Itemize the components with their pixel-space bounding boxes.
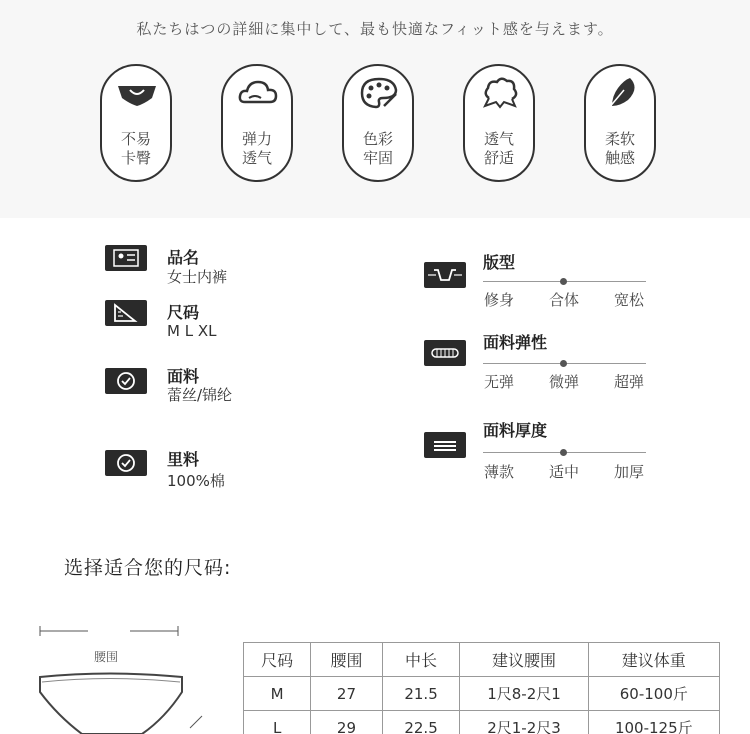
fit-icon	[424, 262, 466, 288]
table-cell: 100-125斤	[588, 711, 719, 734]
scale-fit-marker	[560, 278, 567, 285]
table-cell: 21.5	[382, 677, 460, 711]
table-header-cell: 中长	[382, 643, 460, 677]
table-header-cell: 腰围	[311, 643, 382, 677]
table-header-cell: 尺码	[244, 643, 311, 677]
table-cell: L	[244, 711, 311, 734]
feature-item	[100, 64, 172, 182]
size-section-heading: 选择适合您的尺码:	[64, 557, 232, 579]
scale-fit-label: 宽松	[613, 291, 644, 309]
scale-elastic-label: 无弹	[483, 373, 514, 391]
scale-elastic-marker	[560, 360, 567, 367]
feature-item	[221, 64, 293, 182]
table-header-cell: 建议腰围	[460, 643, 588, 677]
table-row	[244, 711, 720, 734]
size-table	[243, 642, 720, 734]
feature-label: 色彩 牢固	[362, 130, 393, 167]
spec-size-title: 尺码	[167, 303, 200, 322]
elastic-icon	[424, 340, 466, 366]
scale-fit-label: 合体	[548, 291, 579, 309]
scale-thickness-label: 适中	[548, 463, 579, 481]
spec-name-value: 女士内裤	[167, 268, 228, 286]
table-row	[244, 677, 720, 711]
table-cell: 29	[311, 711, 382, 734]
feature-item	[584, 64, 656, 182]
scale-elastic-title: 面料弹性	[483, 333, 548, 352]
feather-icon	[600, 76, 642, 110]
scale-thickness-marker	[560, 449, 567, 456]
table-cell: 22.5	[382, 711, 460, 734]
scale-fit-title: 版型	[483, 253, 516, 272]
lining-icon	[105, 450, 147, 476]
feature-label: 柔软 触感	[604, 130, 635, 167]
briefs-diagram	[30, 620, 220, 734]
feature-item	[342, 64, 414, 182]
scale-thickness-label: 加厚	[613, 463, 644, 481]
scale-elastic-label: 超弹	[613, 373, 644, 391]
feature-list	[100, 64, 660, 184]
ruler-triangle-icon	[105, 300, 147, 326]
table-header-row	[244, 643, 720, 677]
waist-label: 腰围	[94, 650, 119, 664]
briefs-icon	[116, 76, 158, 110]
palette-icon	[358, 76, 400, 110]
feature-label: 弹力 透气	[241, 130, 272, 167]
scale-elastic-label: 微弹	[548, 373, 579, 391]
cloud-icon	[237, 76, 279, 110]
feature-label: 不易 卡臀	[120, 130, 151, 167]
table-cell: M	[244, 677, 311, 711]
scale-thickness-label: 薄款	[483, 463, 514, 481]
spec-name-title: 品名	[167, 248, 200, 267]
feature-label: 透气 舒适	[483, 130, 514, 167]
fabric-icon	[105, 368, 147, 394]
spec-lining-value: 100%棉	[167, 472, 225, 490]
cotton-icon	[479, 76, 521, 110]
table-cell: 2尺1-2尺3	[460, 711, 588, 734]
spec-lining-title: 里料	[167, 450, 200, 469]
scale-fit-label: 修身	[483, 291, 514, 309]
table-header-cell: 建议体重	[588, 643, 719, 677]
id-card-icon	[105, 245, 147, 271]
spec-size-value: M L XL	[167, 322, 217, 340]
spec-fabric-value: 蕾丝/锦纶	[167, 386, 233, 404]
table-cell: 27	[311, 677, 382, 711]
table-cell: 1尺8-2尺1	[460, 677, 588, 711]
feature-item	[463, 64, 535, 182]
briefs-outline-icon	[30, 620, 220, 734]
scale-thickness-title: 面料厚度	[483, 421, 548, 440]
table-cell: 60-100斤	[588, 677, 719, 711]
tagline: 私たちはつの詳細に集中して、最も快適なフィット感を与えます。	[136, 20, 614, 38]
spec-fabric-title: 面料	[167, 367, 200, 386]
thickness-icon	[424, 432, 466, 458]
